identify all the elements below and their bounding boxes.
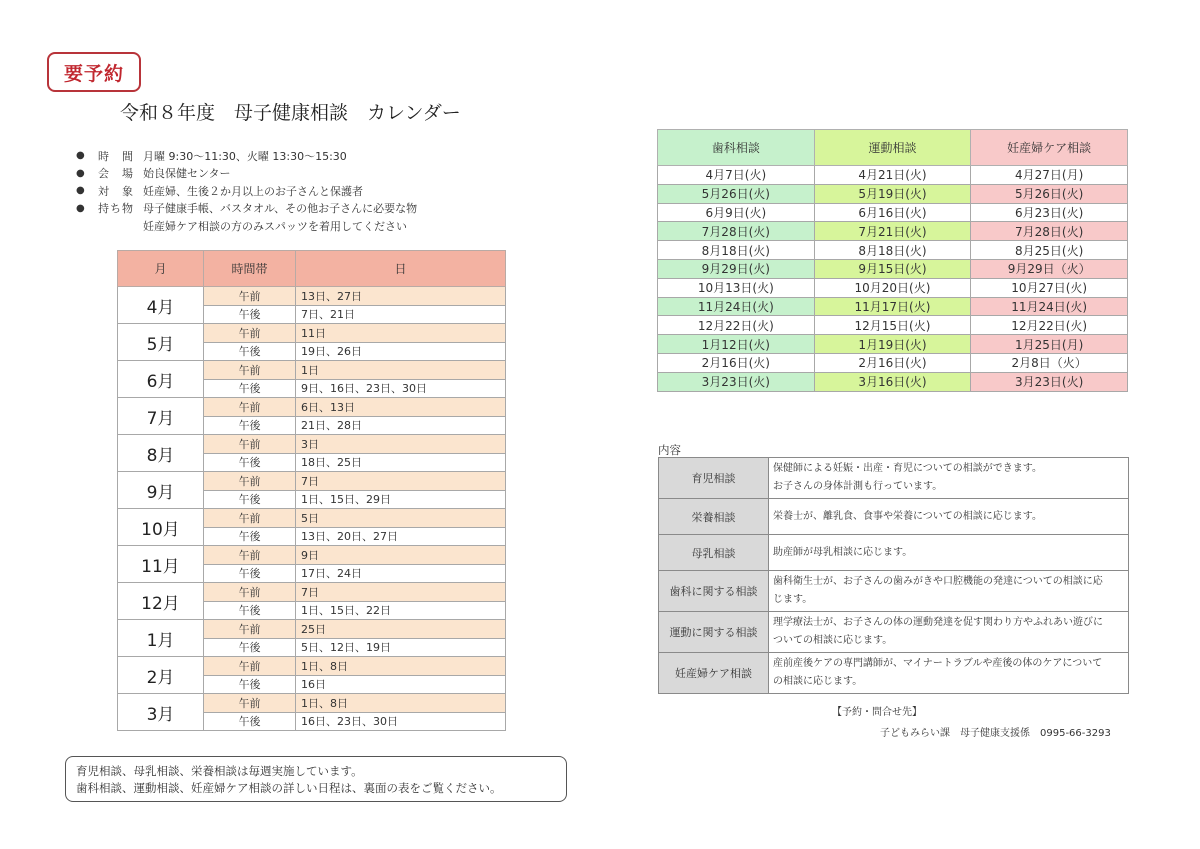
table-row xyxy=(118,509,506,528)
days-pm: 21日、28日 xyxy=(296,416,506,435)
table-row xyxy=(658,184,1128,203)
schedule-date-cell: 4月27日(月) xyxy=(971,166,1128,185)
contact-info xyxy=(832,703,1111,739)
schedule-date-cell: 2月8日（火） xyxy=(971,353,1128,372)
month-cell: 5月 xyxy=(118,324,204,361)
schedule-date-cell: 9月15日(火) xyxy=(814,259,971,278)
table-row xyxy=(118,546,506,565)
table-row xyxy=(658,335,1128,354)
monthly-calendar-table xyxy=(117,250,506,731)
content-desc-cell xyxy=(769,612,1129,653)
schedule-date-cell: 6月9日(火) xyxy=(658,203,815,222)
info-value: 母子健康手帳、バスタオル、その他お子さんに必要な物 xyxy=(143,202,418,216)
table-row xyxy=(118,657,506,676)
schedule-date-cell: 9月29日(火) xyxy=(658,259,815,278)
content-desc-cell xyxy=(769,571,1129,612)
days-pm: 9日、16日、23日、30日 xyxy=(296,379,506,398)
bullet-icon: ● xyxy=(76,167,85,179)
schedule-date-cell: 7月21日(火) xyxy=(814,222,971,241)
header-month: 月 xyxy=(118,251,204,287)
month-cell: 2月 xyxy=(118,657,204,694)
header-timeslot: 時間帯 xyxy=(204,251,296,287)
table-row xyxy=(118,620,506,639)
schedule-date-cell: 4月21日(火) xyxy=(814,166,971,185)
info-item-time xyxy=(76,147,417,165)
table-row xyxy=(118,583,506,602)
month-cell: 7月 xyxy=(118,398,204,435)
info-value: 妊産婦、生後２か月以上のお子さんと保護者 xyxy=(143,184,363,198)
days-pm: 13日、20日、27日 xyxy=(296,527,506,546)
timeslot-pm: 午後 xyxy=(204,601,296,620)
month-cell: 8月 xyxy=(118,435,204,472)
schedule-date-cell: 2月16日(火) xyxy=(658,353,815,372)
days-pm: 5日、12日、19日 xyxy=(296,638,506,657)
table-row xyxy=(658,316,1128,335)
table-row xyxy=(659,612,1129,653)
timeslot-pm: 午後 xyxy=(204,490,296,509)
days-am: 1日、8日 xyxy=(296,657,506,676)
schedule-date-cell: 3月16日(火) xyxy=(814,372,971,391)
content-desc-cell xyxy=(769,653,1129,694)
days-pm: 16日 xyxy=(296,675,506,694)
days-am: 25日 xyxy=(296,620,506,639)
table-row xyxy=(659,458,1129,499)
special-consultation-schedule-table xyxy=(657,129,1128,392)
bullet-icon: ● xyxy=(76,150,85,162)
days-am: 3日 xyxy=(296,435,506,454)
month-cell: 4月 xyxy=(118,287,204,324)
timeslot-am: 午前 xyxy=(204,398,296,417)
days-am: 7日 xyxy=(296,472,506,491)
schedule-date-cell: 1月25日(月) xyxy=(971,335,1128,354)
timeslot-pm: 午後 xyxy=(204,564,296,583)
info-value: 始良保健センター xyxy=(143,167,231,181)
table-row xyxy=(658,372,1128,391)
bullet-icon: ● xyxy=(76,202,85,214)
table-row xyxy=(659,499,1129,535)
timeslot-am: 午前 xyxy=(204,472,296,491)
schedule-date-cell: 8月18日(火) xyxy=(814,241,971,260)
table-row xyxy=(118,694,506,713)
content-name-cell: 栄養相談 xyxy=(659,499,769,535)
days-pm: 18日、25日 xyxy=(296,453,506,472)
content-desc-line: 助産師が母乳相談に応じます。 xyxy=(773,546,913,558)
month-cell: 12月 xyxy=(118,583,204,620)
schedule-date-cell: 1月19日(火) xyxy=(814,335,971,354)
timeslot-pm: 午後 xyxy=(204,416,296,435)
info-item-venue xyxy=(76,165,417,183)
content-desc-cell xyxy=(769,458,1129,499)
info-list xyxy=(76,147,417,235)
table-row xyxy=(118,361,506,380)
timeslot-pm: 午後 xyxy=(204,305,296,324)
content-desc-cell xyxy=(769,535,1129,571)
schedule-date-cell: 8月18日(火) xyxy=(658,241,815,260)
schedule-date-cell: 8月25日(火) xyxy=(971,241,1128,260)
schedule-date-cell: 7月28日(火) xyxy=(971,222,1128,241)
schedule-date-cell: 12月22日(火) xyxy=(971,316,1128,335)
schedule-date-cell: 2月16日(火) xyxy=(814,353,971,372)
timeslot-am: 午前 xyxy=(204,657,296,676)
table-row xyxy=(659,571,1129,612)
schedule-date-cell: 12月15日(火) xyxy=(814,316,971,335)
month-cell: 11月 xyxy=(118,546,204,583)
schedule-date-cell: 10月13日(火) xyxy=(658,278,815,297)
info-note: 妊産婦ケア相談の方のみスパッツを着用してください xyxy=(143,219,407,233)
info-label: 時 間 xyxy=(98,149,134,163)
timeslot-pm: 午後 xyxy=(204,675,296,694)
timeslot-am: 午前 xyxy=(204,694,296,713)
schedule-date-cell: 11月17日(火) xyxy=(814,297,971,316)
contact-heading: 【予約・問合せ先】 xyxy=(832,707,922,718)
header-exercise: 運動相談 xyxy=(814,130,971,166)
month-cell: 3月 xyxy=(118,694,204,731)
days-am: 1日、8日 xyxy=(296,694,506,713)
header-days: 日 xyxy=(296,251,506,287)
days-am: 11日 xyxy=(296,324,506,343)
schedule-date-cell: 4月7日(火) xyxy=(658,166,815,185)
timeslot-am: 午前 xyxy=(204,324,296,343)
content-desc-line: 理学療法士が、お子さんの体の運動発達を促す関わり方やふれあい遊びに xyxy=(773,617,1103,628)
timeslot-am: 午前 xyxy=(204,287,296,306)
table-row xyxy=(658,241,1128,260)
table-row xyxy=(658,353,1128,372)
content-description-table xyxy=(658,457,1129,694)
info-value: 月曜 9:30～11:30、火曜 13:30～15:30 xyxy=(143,149,347,163)
days-am: 5日 xyxy=(296,509,506,528)
reservation-required-badge: 要予約 xyxy=(47,52,141,92)
schedule-date-cell: 11月24日(火) xyxy=(971,297,1128,316)
info-item-belongings xyxy=(76,200,417,218)
schedule-date-cell: 9月29日（火） xyxy=(971,259,1128,278)
schedule-date-cell: 12月22日(火) xyxy=(658,316,815,335)
schedule-date-cell: 7月28日(火) xyxy=(658,222,815,241)
timeslot-am: 午前 xyxy=(204,546,296,565)
contact-line: 子どもみらい課 母子健康支援係 0995-66-3293 xyxy=(880,728,1111,739)
info-label: 会 場 xyxy=(98,167,134,181)
timeslot-pm: 午後 xyxy=(204,712,296,731)
days-pm: 1日、15日、29日 xyxy=(296,490,506,509)
content-desc-line: 産前産後ケアの専門講師が、マイナートラブルや産後の体のケアについて xyxy=(773,658,1103,669)
bullet-icon: ● xyxy=(76,185,85,197)
content-section-label: 内容 xyxy=(658,443,681,457)
info-label: 持ち物 xyxy=(98,202,134,216)
header-dental: 歯科相談 xyxy=(658,130,815,166)
content-name-cell: 歯科に関する相談 xyxy=(659,571,769,612)
table-row xyxy=(118,398,506,417)
content-name-cell: 妊産婦ケア相談 xyxy=(659,653,769,694)
days-am: 1日 xyxy=(296,361,506,380)
table-row xyxy=(658,297,1128,316)
days-pm: 7日、21日 xyxy=(296,305,506,324)
days-pm: 17日、24日 xyxy=(296,564,506,583)
page-title: 令和８年度 母子健康相談 カレンダー xyxy=(120,102,461,124)
timeslot-am: 午前 xyxy=(204,583,296,602)
table-row xyxy=(659,535,1129,571)
table-row xyxy=(118,472,506,491)
schedule-date-cell: 10月27日(火) xyxy=(971,278,1128,297)
days-am: 9日 xyxy=(296,546,506,565)
weekly-note-box xyxy=(65,756,567,802)
info-label: 対 象 xyxy=(98,184,134,198)
days-pm: 1日、15日、22日 xyxy=(296,601,506,620)
days-pm: 16日、23日、30日 xyxy=(296,712,506,731)
schedule-date-cell: 10月20日(火) xyxy=(814,278,971,297)
table-row xyxy=(658,259,1128,278)
schedule-date-cell: 5月26日(火) xyxy=(658,184,815,203)
timeslot-pm: 午後 xyxy=(204,453,296,472)
timeslot-am: 午前 xyxy=(204,361,296,380)
content-name-cell: 運動に関する相談 xyxy=(659,612,769,653)
schedule-date-cell: 5月26日(火) xyxy=(971,184,1128,203)
month-cell: 1月 xyxy=(118,620,204,657)
header-maternal-care: 妊産婦ケア相談 xyxy=(971,130,1128,166)
content-desc-line: お子さんの身体計測も行っています。 xyxy=(773,481,943,492)
days-am: 13日、27日 xyxy=(296,287,506,306)
table-row xyxy=(659,653,1129,694)
timeslot-pm: 午後 xyxy=(204,638,296,657)
month-cell: 6月 xyxy=(118,361,204,398)
content-name-cell: 母乳相談 xyxy=(659,535,769,571)
month-cell: 10月 xyxy=(118,509,204,546)
table-row xyxy=(658,166,1128,185)
days-am: 6日、13日 xyxy=(296,398,506,417)
schedule-date-cell: 1月12日(火) xyxy=(658,335,815,354)
month-cell: 9月 xyxy=(118,472,204,509)
table-row xyxy=(118,287,506,306)
table-header-row xyxy=(118,251,506,287)
timeslot-pm: 午後 xyxy=(204,342,296,361)
table-row xyxy=(658,203,1128,222)
content-desc-line: 栄養士が、離乳食、食事や栄養についての相談に応じます。 xyxy=(773,510,1042,522)
timeslot-am: 午前 xyxy=(204,620,296,639)
schedule-date-cell: 5月19日(火) xyxy=(814,184,971,203)
timeslot-am: 午前 xyxy=(204,509,296,528)
table-header-row xyxy=(658,130,1128,166)
content-desc-line: 歯科衛生士が、お子さんの歯みがきや口腔機能の発達についての相談に応 xyxy=(773,576,1103,587)
content-desc-line: 保健師による妊娠・出産・育児についての相談ができます。 xyxy=(773,463,1042,474)
note-line: 歯科相談、運動相談、妊産婦ケア相談の詳しい日程は、裏面の表をご覧ください。 xyxy=(76,781,502,795)
timeslot-pm: 午後 xyxy=(204,527,296,546)
schedule-date-cell: 6月23日(火) xyxy=(971,203,1128,222)
schedule-date-cell: 6月16日(火) xyxy=(814,203,971,222)
days-pm: 19日、26日 xyxy=(296,342,506,361)
info-item-target xyxy=(76,182,417,200)
timeslot-pm: 午後 xyxy=(204,379,296,398)
schedule-date-cell: 3月23日(火) xyxy=(658,372,815,391)
content-desc-cell xyxy=(769,499,1129,535)
content-name-cell: 育児相談 xyxy=(659,458,769,499)
note-line: 育児相談、母乳相談、栄養相談は毎週実施しています。 xyxy=(76,764,363,778)
timeslot-am: 午前 xyxy=(204,435,296,454)
table-row xyxy=(118,435,506,454)
schedule-date-cell: 11月24日(火) xyxy=(658,297,815,316)
table-row xyxy=(658,222,1128,241)
content-desc-line: じます。 xyxy=(773,594,813,605)
table-row xyxy=(118,324,506,343)
schedule-date-cell: 3月23日(火) xyxy=(971,372,1128,391)
table-row xyxy=(658,278,1128,297)
days-am: 7日 xyxy=(296,583,506,602)
content-desc-line: の相談に応じます。 xyxy=(773,676,863,687)
content-desc-line: ついての相談に応じます。 xyxy=(773,635,893,646)
